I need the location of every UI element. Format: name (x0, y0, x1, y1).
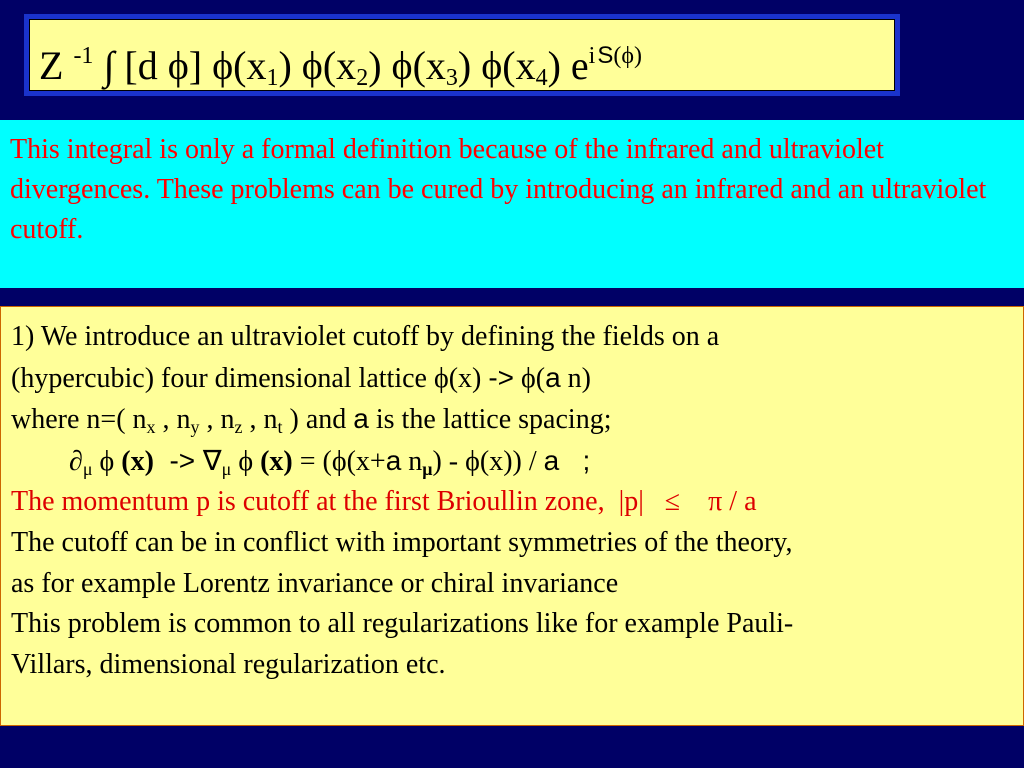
body-line-8: This problem is common to all regularizations like for example Pauli- (11, 608, 794, 640)
body-line-2: (hypercubic) four dimensional lattice ϕ(x) -> ϕ(a n) (11, 361, 591, 394)
body-line-5-momentum-cutoff: The momentum p is cutoff at the first Brioullin zone, |p| ≤ π / a (11, 486, 757, 518)
body-line-4: $\partial_\mu$ ϕ $(x) -> \nabla_\mu$ ϕ (x) = (ϕ(x+a $n_\mu) - \phi(x)$) / a ; (69, 444, 591, 479)
body-line-7: as for example Lorentz invariance or chiral invariance (11, 567, 619, 599)
formula-phi1: ϕ(x (212, 43, 267, 88)
formula-z-exponent: -1 (73, 43, 94, 69)
formula-exp-i: i (588, 43, 596, 69)
formula-phi2: ) ϕ(x (278, 43, 357, 88)
intro-text: This integral is only a formal definition because of the infrared and ultraviolet divergences. These problems can be cured by introducing an infrared and an ultraviolet cutoff. (10, 134, 987, 245)
body-line-6: The cutoff can be in conflict with important symmetries of the theory, (11, 526, 793, 558)
intro-panel (0, 120, 1024, 288)
body-line-1: 1) We introduce an ultraviolet cutoff by defining the fields on a (11, 321, 720, 352)
formula-integral-sign: ∫ (103, 43, 115, 88)
formula-phi3: ) ϕ(x (368, 43, 446, 88)
formula-sub1: 1 (266, 65, 279, 91)
formula-exp-arg: (ϕ) (613, 43, 642, 69)
body-text (11, 317, 1016, 685)
formula (29, 19, 895, 91)
formula-exp-S: S (597, 42, 614, 69)
body-panel (0, 306, 1024, 726)
formula-sub4: 4 (535, 65, 548, 91)
body-line-9: Villars, dimensional regularization etc. (11, 648, 446, 680)
formula-z: Z (39, 43, 64, 88)
formula-close: ) e (547, 43, 589, 88)
body-line-3: where n=( $n_x$ , $n_y$ , $n_z$ , $n_t$ ) and a is the lattice spacing; (11, 403, 612, 438)
formula-phi4: ) ϕ(x (457, 43, 536, 88)
formula-sub2: 2 (356, 65, 369, 91)
formula-measure: [d ϕ] (124, 43, 203, 88)
formula-frame (24, 14, 900, 96)
formula-sub3: 3 (445, 65, 458, 91)
